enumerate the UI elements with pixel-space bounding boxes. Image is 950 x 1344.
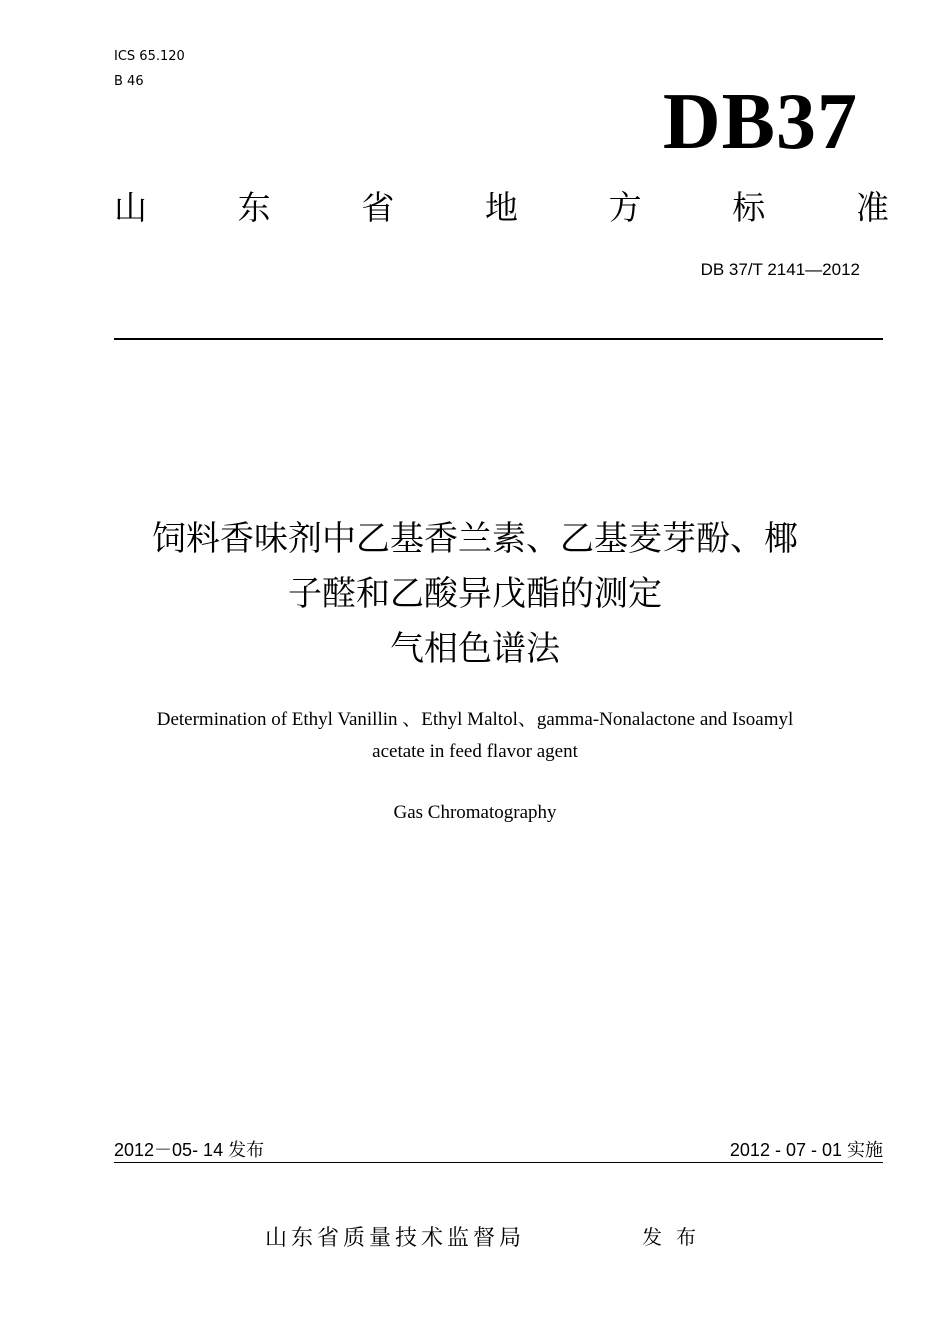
db-standard-mark: DB37 (662, 78, 858, 166)
issuing-authority: 山东省质量技术监督局 (265, 1226, 526, 1251)
title-english-subtitle: Gas Chromatography (393, 802, 557, 823)
ics-code: ICS 65.120 (114, 49, 185, 64)
standard-type-char: 山 (114, 188, 147, 227)
standard-type-char: 东 (237, 188, 271, 227)
standard-type-heading (114, 187, 889, 229)
title-english-line-2: acetate in feed flavor agent (372, 741, 578, 762)
title-chinese-line-2: 子醛和乙酸异戊酯的测定 (288, 574, 662, 614)
standard-type-char: 准 (855, 188, 889, 227)
standard-type-char: 方 (608, 188, 642, 227)
issue-date: 2012－05- 14 发布 (114, 1140, 265, 1160)
standard-type-char: 省 (361, 188, 395, 227)
title-chinese-line-3: 气相色谱法 (390, 629, 560, 669)
standard-number: DB 37/T 2141—2012 (700, 260, 860, 279)
title-chinese-line-1: 饲料香味剂中乙基香兰素、乙基麦芽酚、椰 (152, 519, 798, 559)
standard-type-char: 标 (732, 188, 766, 227)
issue-label: 发布 (642, 1225, 710, 1249)
ccs-code: B 46 (114, 74, 144, 89)
date-divider (114, 1162, 883, 1163)
implementation-date: 2012 - 07 - 01 实施 (729, 1140, 883, 1160)
standard-type-char: 地 (484, 188, 518, 227)
title-english-line-1: Determination of Ethyl Vanillin 、Ethyl Maltol、gamma-Nonalactone and Isoamyl (156, 709, 794, 730)
header-divider (114, 338, 883, 340)
